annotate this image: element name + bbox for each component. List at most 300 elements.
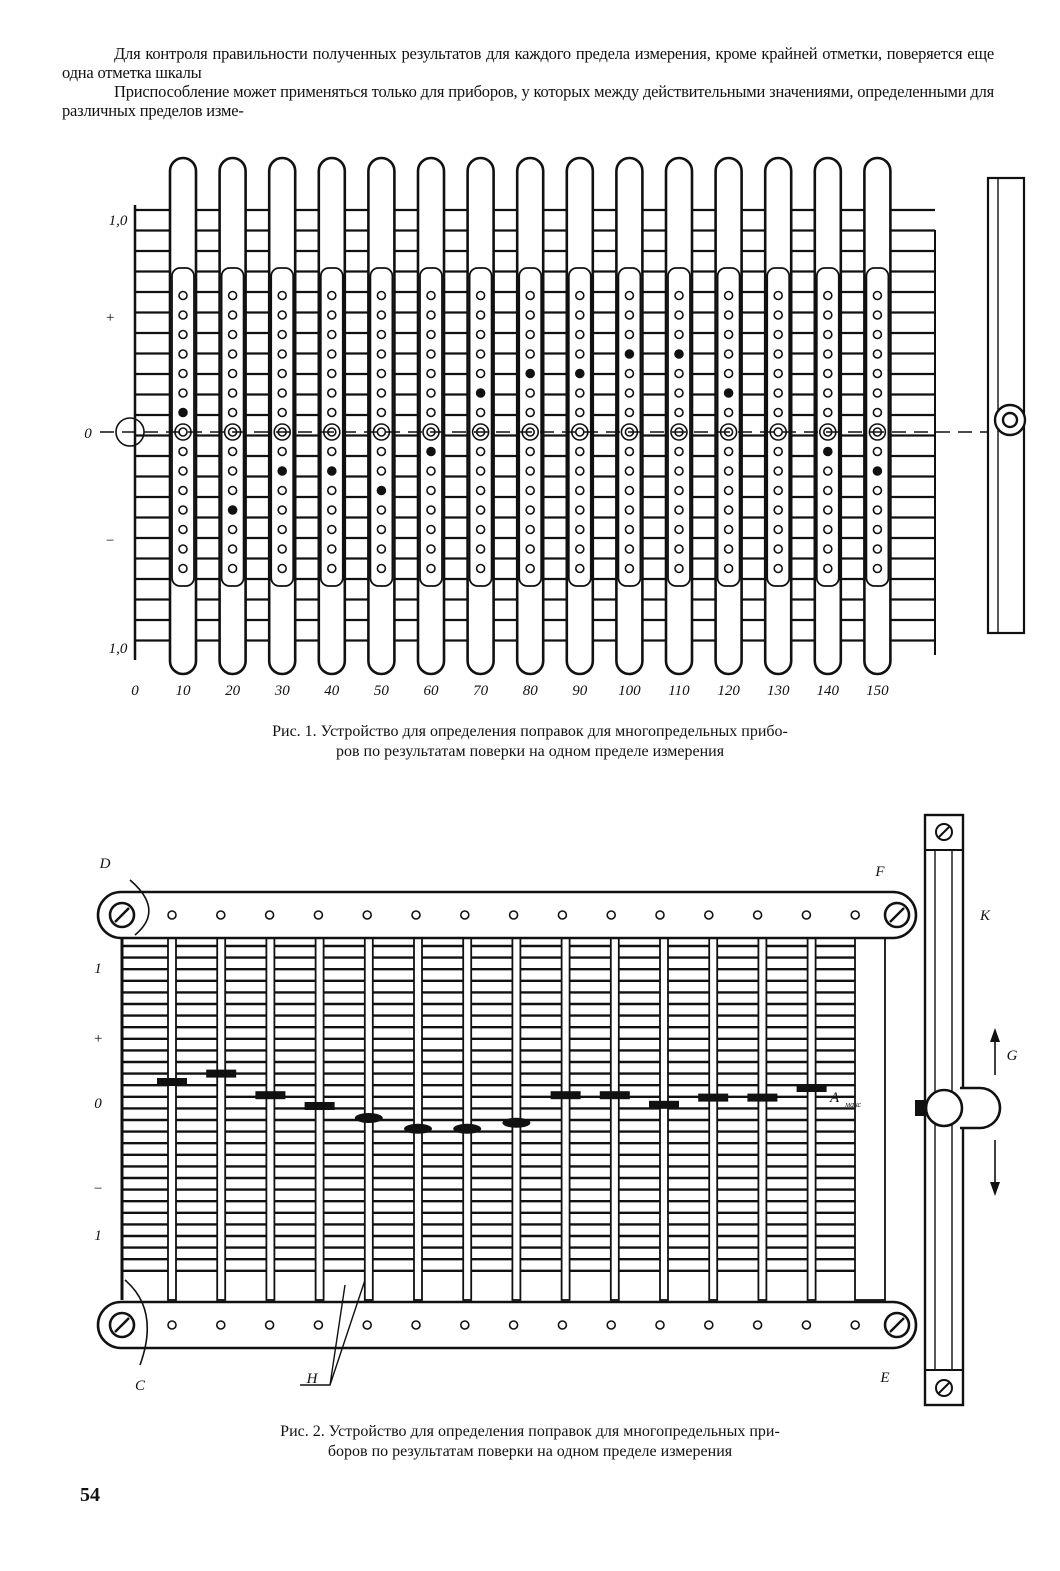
hole [377, 506, 385, 514]
hole [774, 448, 782, 456]
bar-hole [510, 911, 518, 919]
hole [725, 448, 733, 456]
bar-hole [851, 911, 859, 919]
figure-1-diagram [0, 150, 1060, 720]
y-label-minus: − [92, 1181, 104, 1197]
paragraph-2-text: Приспособление может применяться только для приборов, у которых между действительными значениями, определенными для различных пределов изме- [62, 82, 994, 120]
hole [625, 389, 633, 397]
hole [725, 350, 733, 358]
hole [625, 409, 633, 417]
hole [477, 565, 485, 573]
hole [774, 409, 782, 417]
label-a: A [830, 1090, 840, 1106]
hole [179, 487, 187, 495]
hole [179, 311, 187, 319]
paragraph-2 [62, 82, 994, 120]
marker [600, 1091, 630, 1099]
hole [278, 506, 286, 514]
figure-2-diagram [0, 810, 1060, 1420]
hole [229, 350, 237, 358]
bar-hole [558, 1321, 566, 1329]
hole [576, 409, 584, 417]
x-tick-label: 50 [373, 683, 389, 699]
rod [611, 938, 619, 1300]
hole [526, 409, 534, 417]
hole [377, 409, 385, 417]
bar-hole [607, 1321, 615, 1329]
hole [774, 331, 782, 339]
hole [873, 545, 881, 553]
hole [824, 389, 832, 397]
hole [377, 389, 385, 397]
hole [576, 389, 584, 397]
hole [328, 565, 336, 573]
hole [725, 331, 733, 339]
rod [660, 938, 668, 1300]
hole [576, 467, 584, 475]
hole [377, 350, 385, 358]
bar-hole [558, 911, 566, 919]
hole [179, 331, 187, 339]
hole [477, 545, 485, 553]
bar-hole [168, 1321, 176, 1329]
hole [278, 448, 286, 456]
hole [328, 448, 336, 456]
hole [328, 389, 336, 397]
arrow-down-icon [990, 1182, 1000, 1196]
hole [526, 350, 534, 358]
rod [316, 938, 324, 1300]
hole [625, 545, 633, 553]
bar-hole [217, 911, 225, 919]
marked-hole [229, 506, 237, 514]
hole [427, 331, 435, 339]
hole [229, 292, 237, 300]
slider-handle [960, 1088, 1000, 1128]
hole [179, 467, 187, 475]
x-tick-label: 120 [717, 683, 740, 699]
marker [551, 1091, 581, 1099]
hole [675, 506, 683, 514]
zero-hole [576, 428, 584, 436]
hole [427, 389, 435, 397]
hole [427, 487, 435, 495]
hole [427, 526, 435, 534]
hole [179, 448, 187, 456]
hole [526, 565, 534, 573]
hole [477, 370, 485, 378]
hole [526, 487, 534, 495]
figure-1-caption-line-1: Рис. 1. Устройство для определения поправок для многопредельных прибо- [272, 723, 788, 740]
hole [774, 311, 782, 319]
y-label-minus: − [104, 533, 116, 549]
bar-hole [802, 1321, 810, 1329]
hole [427, 467, 435, 475]
hole [873, 311, 881, 319]
hole [873, 506, 881, 514]
hole [675, 370, 683, 378]
hole [328, 292, 336, 300]
hole [873, 526, 881, 534]
label-e: E [880, 1370, 890, 1386]
hole [477, 487, 485, 495]
hole [824, 526, 832, 534]
label-f: F [875, 864, 885, 880]
hole [278, 350, 286, 358]
x-tick-label: 140 [816, 683, 840, 699]
hole [427, 370, 435, 378]
hole [526, 526, 534, 534]
hole [427, 311, 435, 319]
x-tick-label: 30 [274, 683, 290, 699]
hole [625, 506, 633, 514]
hole [774, 506, 782, 514]
marker [649, 1101, 679, 1109]
hole [278, 487, 286, 495]
hole [427, 545, 435, 553]
hole [328, 409, 336, 417]
bar-hole [802, 911, 810, 919]
hole [526, 292, 534, 300]
hole [278, 565, 286, 573]
hole [477, 292, 485, 300]
hole [229, 370, 237, 378]
marked-hole [477, 389, 485, 397]
rod [709, 938, 717, 1300]
hole [873, 350, 881, 358]
hole [774, 389, 782, 397]
marked-hole [278, 467, 286, 475]
figure-2-caption-line-2: боров по результатам поверки на одном пределе измерения [327, 1443, 733, 1460]
hole [725, 370, 733, 378]
hole [625, 487, 633, 495]
hole [824, 506, 832, 514]
hole [625, 467, 633, 475]
label-d: D [99, 856, 111, 872]
hole [526, 545, 534, 553]
hole [179, 389, 187, 397]
x-tick-label: 150 [866, 683, 889, 699]
hole [675, 487, 683, 495]
hole [625, 311, 633, 319]
hole [824, 311, 832, 319]
hole [824, 331, 832, 339]
hole [179, 565, 187, 573]
marked-hole [526, 370, 534, 378]
hole [725, 311, 733, 319]
hole [725, 409, 733, 417]
hole [824, 370, 832, 378]
hole [625, 292, 633, 300]
hole [725, 565, 733, 573]
bar-hole [705, 911, 713, 919]
bar-hole [266, 911, 274, 919]
y-label-bottom: 1 [94, 1228, 102, 1244]
hole [873, 487, 881, 495]
hole [229, 545, 237, 553]
marker [355, 1113, 383, 1123]
hole [179, 350, 187, 358]
hole [725, 506, 733, 514]
marked-hole [675, 350, 683, 358]
bar-hole [705, 1321, 713, 1329]
bar-hole [363, 911, 371, 919]
hole [229, 565, 237, 573]
hole [328, 331, 336, 339]
hole [179, 545, 187, 553]
hole [675, 292, 683, 300]
hole [873, 389, 881, 397]
hole [725, 545, 733, 553]
hole [774, 370, 782, 378]
rod [562, 938, 570, 1300]
zero-hole [179, 428, 187, 436]
hole [179, 292, 187, 300]
hole [377, 545, 385, 553]
hole [427, 350, 435, 358]
marker [747, 1094, 777, 1102]
x-tick-label: 90 [572, 683, 588, 699]
bar-hole [754, 1321, 762, 1329]
hole [725, 292, 733, 300]
hole [427, 292, 435, 300]
rod [266, 938, 274, 1300]
hole [328, 545, 336, 553]
hole [675, 545, 683, 553]
hole [179, 526, 187, 534]
hole [477, 506, 485, 514]
hole [377, 292, 385, 300]
y-label-plus: + [104, 310, 116, 326]
hole [229, 467, 237, 475]
bar-hole [754, 911, 762, 919]
rod [414, 938, 422, 1300]
hole [328, 350, 336, 358]
hole [824, 565, 832, 573]
hole [229, 448, 237, 456]
hole [229, 389, 237, 397]
marker [797, 1084, 827, 1092]
zero-hole [377, 428, 385, 436]
hole [477, 526, 485, 534]
hole [774, 526, 782, 534]
hole [377, 370, 385, 378]
hole [229, 409, 237, 417]
hole [477, 448, 485, 456]
hole [774, 350, 782, 358]
hole [774, 565, 782, 573]
hole [774, 292, 782, 300]
hole [377, 311, 385, 319]
hole [675, 389, 683, 397]
rod [808, 938, 816, 1300]
bar-hole [851, 1321, 859, 1329]
hole [526, 467, 534, 475]
hole [278, 526, 286, 534]
rod [217, 938, 225, 1300]
hole [675, 467, 683, 475]
hole [278, 389, 286, 397]
hole [427, 565, 435, 573]
bar-hole [656, 1321, 664, 1329]
bar-hole [461, 911, 469, 919]
hole [328, 506, 336, 514]
hole [576, 506, 584, 514]
hole [229, 311, 237, 319]
marker [453, 1124, 481, 1134]
hole [427, 409, 435, 417]
hole [477, 350, 485, 358]
marker [157, 1078, 187, 1086]
hole [725, 526, 733, 534]
x-tick-label: 40 [324, 683, 340, 699]
hole [576, 487, 584, 495]
hole [328, 311, 336, 319]
hole [675, 409, 683, 417]
hole [477, 311, 485, 319]
hole [526, 506, 534, 514]
hole [873, 448, 881, 456]
hole [576, 565, 584, 573]
hole [377, 526, 385, 534]
hole [526, 448, 534, 456]
rod [463, 938, 471, 1300]
figure-2-caption [0, 1422, 1060, 1462]
bar-hole [510, 1321, 518, 1329]
hole [725, 467, 733, 475]
x-tick-label: 70 [473, 683, 489, 699]
marked-hole [576, 370, 584, 378]
hole [675, 331, 683, 339]
label-g: G [1006, 1048, 1018, 1064]
scale-lines [122, 946, 860, 1271]
rod [758, 938, 766, 1300]
marker [502, 1118, 530, 1128]
label-a-subscript: макс [845, 1100, 862, 1109]
bar-hole [217, 1321, 225, 1329]
ruler-pivot-hole [1003, 413, 1017, 427]
hole [427, 506, 435, 514]
hole [576, 311, 584, 319]
x-tick-label: 80 [522, 683, 538, 699]
hole [625, 565, 633, 573]
hole [576, 331, 584, 339]
hole [229, 526, 237, 534]
hole [278, 292, 286, 300]
hole [675, 448, 683, 456]
marked-hole [873, 467, 881, 475]
hole [526, 331, 534, 339]
bar-hole [656, 911, 664, 919]
hole [824, 467, 832, 475]
bar-hole [314, 911, 322, 919]
hole [725, 487, 733, 495]
y-label-bottom: 1,0 [108, 641, 128, 657]
hole [675, 526, 683, 534]
arrow-up-icon [990, 1028, 1000, 1042]
hole [824, 409, 832, 417]
x-tick-label: 130 [766, 683, 790, 699]
marked-hole [179, 409, 187, 417]
bar-hole [412, 911, 420, 919]
hole [526, 311, 534, 319]
marker [305, 1102, 335, 1110]
hole [179, 370, 187, 378]
hole [229, 487, 237, 495]
marker [698, 1094, 728, 1102]
hole [576, 526, 584, 534]
hole [377, 467, 385, 475]
bar-hole [168, 911, 176, 919]
hole [824, 350, 832, 358]
hole [774, 487, 782, 495]
hole [873, 292, 881, 300]
figure-1-caption [0, 722, 1060, 762]
hole [824, 292, 832, 300]
marked-hole [824, 448, 832, 456]
hole [774, 467, 782, 475]
y-label-top: 1 [94, 961, 102, 977]
x-tick-label: 10 [175, 683, 191, 699]
hole [675, 565, 683, 573]
paragraph-1-text: Для контроля правильности полученных результатов для каждого предела измерения, кроме крайней отметки, поверяется еще одна отметка шкалы [62, 44, 994, 82]
hole [377, 448, 385, 456]
paragraph-1 [62, 44, 994, 82]
y-label-zero: 0 [94, 1096, 102, 1112]
hole [179, 506, 187, 514]
figure-2-caption-line-1: Рис. 2. Устройство для определения поправок для многопредельных при- [280, 1423, 780, 1440]
hole [625, 448, 633, 456]
x-tick-label: 20 [225, 683, 241, 699]
label-c: C [134, 1378, 146, 1394]
y-label-zero: 0 [84, 426, 92, 442]
hole [576, 350, 584, 358]
hole [278, 331, 286, 339]
y-label-top: 1,0 [108, 213, 128, 229]
bar-hole [461, 1321, 469, 1329]
hole [278, 409, 286, 417]
hole [328, 526, 336, 534]
bar-hole [607, 911, 615, 919]
figure-1-caption-line-2: ров по результатам поверки на одном пределе измерения [335, 743, 725, 760]
hole [377, 565, 385, 573]
end-rod [855, 938, 885, 1300]
label-h: H [306, 1371, 318, 1387]
hole [824, 545, 832, 553]
marker [255, 1091, 285, 1099]
y-label-plus: + [92, 1031, 104, 1047]
marked-hole [625, 350, 633, 358]
bar-hole [266, 1321, 274, 1329]
hole [477, 409, 485, 417]
hole [328, 370, 336, 378]
hole [278, 370, 286, 378]
rod [168, 938, 176, 1300]
hole [278, 545, 286, 553]
marker [206, 1070, 236, 1078]
slider-knob [926, 1090, 962, 1126]
marker [404, 1124, 432, 1134]
bar-hole [363, 1321, 371, 1329]
hole [873, 409, 881, 417]
hole [873, 565, 881, 573]
x-tick-label: 110 [668, 683, 690, 699]
x-tick-label: 100 [618, 683, 641, 699]
slider-pointer [915, 1100, 925, 1116]
hole [576, 545, 584, 553]
hole [625, 370, 633, 378]
bar-hole [412, 1321, 420, 1329]
